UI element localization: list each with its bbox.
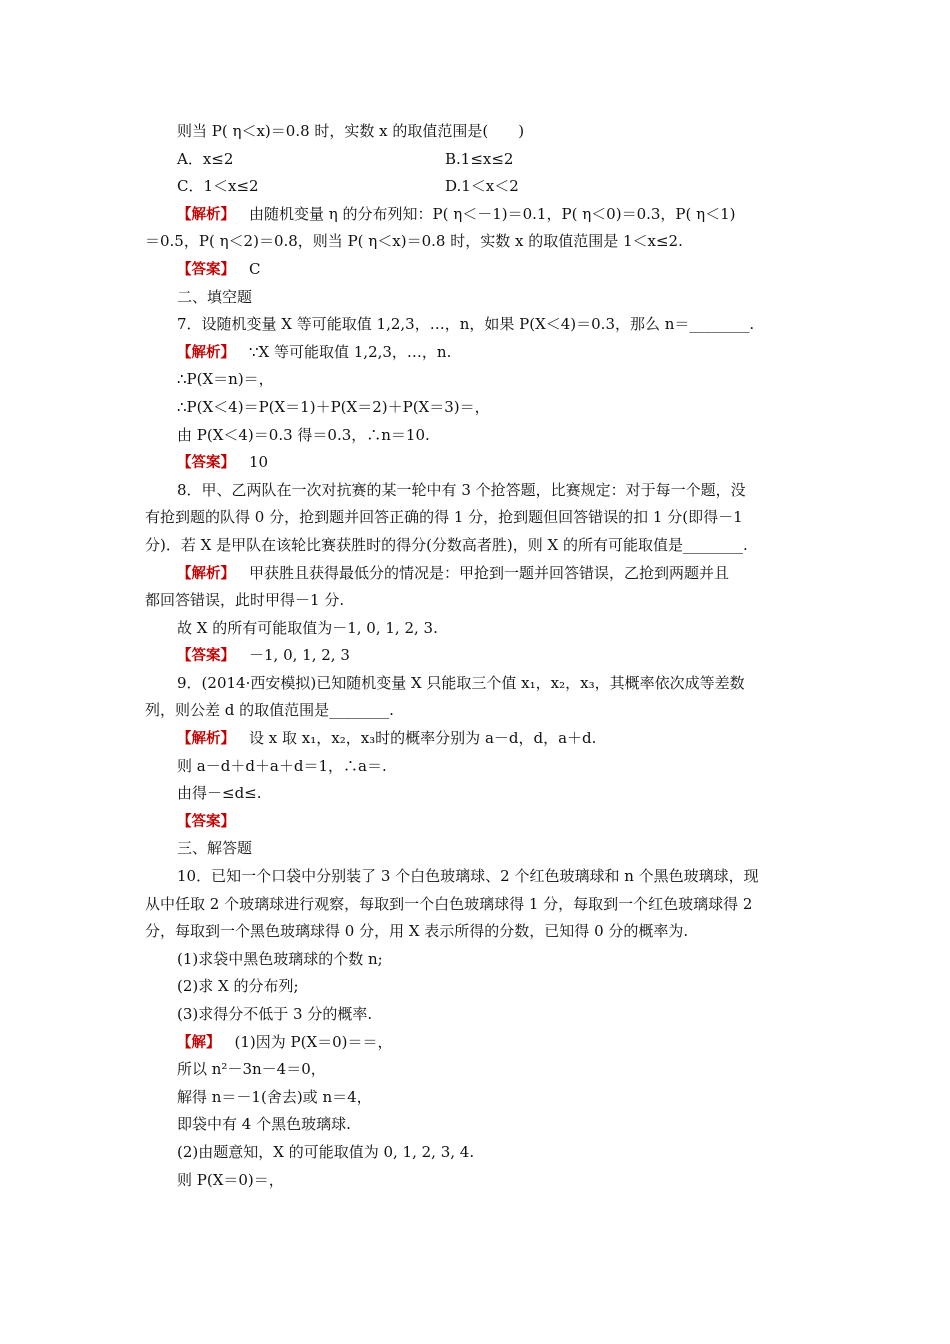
line-text: 设 x 取 x₁，x₂，x₃时的概率分别为 a－d，d，a＋d. <box>249 729 597 748</box>
text-line <box>145 615 813 643</box>
choice-option: D.1＜x＜2 <box>445 177 519 196</box>
document-page <box>145 118 813 1194</box>
line-text: 有抢到题的队得 0 分，抢到题并回答正确的得 1 分，抢到题但回答错误的扣 1 分(即得－1 <box>145 508 743 527</box>
line-text: 列，则公差 d 的取值范围是________. <box>145 701 394 720</box>
line-text: 从中任取 2 个玻璃球进行观察，每取到一个白色玻璃球得 1 分，每取到一个红色玻璃球得 2 <box>145 894 753 913</box>
text-line <box>145 670 813 698</box>
line-text: (1)求袋中黑色玻璃球的个数 n; <box>177 949 383 968</box>
text-line <box>145 725 813 753</box>
choice-option: A．x≤2 <box>177 149 234 168</box>
text-line <box>145 311 813 339</box>
text-line <box>145 118 813 146</box>
choice-options <box>177 146 813 174</box>
text-line <box>145 697 813 725</box>
text-line <box>145 256 813 284</box>
text-line <box>145 422 813 450</box>
text-line <box>145 587 813 615</box>
line-text: (1)因为 P(X＝0)＝＝， <box>234 1032 393 1051</box>
choice-option: C．1＜x≤2 <box>177 177 259 196</box>
line-text: 8．甲、乙两队在一次对抗赛的某一轮中有 3 个抢答题，比赛规定：对于每一个题，没 <box>177 480 746 499</box>
text-line <box>145 284 813 312</box>
line-text: 分)．若 X 是甲队在该轮比赛获胜时的得分(分数高者胜)，则 X 的所有可能取值是________. <box>145 535 748 554</box>
text-line <box>145 780 813 808</box>
line-text: 二、填空题 <box>177 287 253 306</box>
line-text: 9．(2014·西安模拟)已知随机变量 X 只能取三个值 x₁，x₂，x₃，其概率依次成等差数 <box>177 673 745 692</box>
section-tag: 【解析】 <box>177 565 235 582</box>
line-text: 由得－≤d≤. <box>177 784 262 803</box>
line-text: 7．设随机变量 X 等可能取值 1,2,3，…，n，如果 P(X＜4)＝0.3，那么 n＝________. <box>177 315 755 334</box>
section-tag: 【解】 <box>177 1034 221 1051</box>
text-line <box>145 1029 813 1057</box>
line-text: ＝0.5，P( η＜2)＝0.8，则当 P( η＜x)＝0.8 时，实数 x 的取值范围是 1＜x≤2. <box>145 232 683 251</box>
text-line <box>145 449 813 477</box>
text-line <box>145 946 813 974</box>
text-line <box>145 560 813 588</box>
section-tag: 【答案】 <box>177 813 235 830</box>
choice-option: B.1≤x≤2 <box>445 149 514 168</box>
line-text: 分，每取到一个黑色玻璃球得 0 分，用 X 表示所得的分数，已知得 0 分的概率为. <box>145 922 689 941</box>
section-tag: 【解析】 <box>177 731 235 748</box>
line-text: 即袋中有 4 个黑色玻璃球. <box>177 1115 351 1134</box>
text-line <box>145 532 813 560</box>
section-tag: 【解析】 <box>177 206 235 223</box>
line-text: 由 P(X＜4)＝0.3 得＝0.3，∴n＝10. <box>177 425 430 444</box>
section-tag: 【解析】 <box>177 344 235 361</box>
choice-options <box>177 173 813 201</box>
line-text: 甲获胜且获得最低分的情况是：甲抢到一题并回答错误，乙抢到两题并且 <box>249 563 730 582</box>
text-line <box>145 394 813 422</box>
section-tag: 【答案】 <box>177 648 235 665</box>
text-line <box>145 339 813 367</box>
text-line <box>145 1139 813 1167</box>
line-text: ∴P(X＜4)＝P(X＝1)＋P(X＝2)＋P(X＝3)＝， <box>177 397 490 416</box>
text-line <box>145 1084 813 1112</box>
line-text: 故 X 的所有可能取值为－1, 0, 1, 2, 3. <box>177 618 438 637</box>
text-line <box>145 228 813 256</box>
line-text: 解得 n＝－1(舍去)或 n＝4， <box>177 1087 372 1106</box>
text-line <box>145 918 813 946</box>
text-line <box>145 504 813 532</box>
line-text: 三、解答题 <box>177 839 253 858</box>
line-text: 则 a－d＋d＋a＋d＝1，∴a＝. <box>177 756 387 775</box>
text-line <box>145 808 813 836</box>
text-line <box>145 891 813 919</box>
line-text: 则当 P( η＜x)＝0.8 时，实数 x 的取值范围是( ) <box>177 122 525 140</box>
text-line <box>145 173 813 201</box>
section-tag: 【答案】 <box>177 261 235 278</box>
text-line <box>145 835 813 863</box>
line-text: 所以 n²－3n－4＝0， <box>177 1060 326 1079</box>
text-line <box>145 366 813 394</box>
line-text: (2)求 X 的分布列; <box>177 977 299 996</box>
text-line <box>145 973 813 1001</box>
text-line <box>145 1001 813 1029</box>
text-line <box>145 146 813 174</box>
line-text: 10 <box>249 453 269 472</box>
line-text: C <box>249 259 261 278</box>
text-line <box>145 1111 813 1139</box>
line-text: (2)由题意知，X 的可能取值为 0, 1, 2, 3, 4. <box>177 1142 475 1161</box>
line-text: 都回答错误，此时甲得－1 分. <box>145 591 345 610</box>
line-text: 则 P(X＝0)＝， <box>177 1170 284 1189</box>
text-line <box>145 477 813 505</box>
text-line <box>145 1056 813 1084</box>
line-text: 10．已知一个口袋中分别装了 3 个白色玻璃球、2 个红色玻璃球和 n 个黑色玻璃球，现 <box>177 867 759 886</box>
text-line <box>145 642 813 670</box>
text-line <box>145 201 813 229</box>
line-text: ∵X 等可能取值 1,2,3，…，n. <box>249 342 452 361</box>
line-text: －1, 0, 1, 2, 3 <box>249 646 350 665</box>
text-line <box>145 1167 813 1195</box>
text-line <box>145 753 813 781</box>
line-text: 由随机变量 η 的分布列知：P( η＜－1)＝0.1，P( η＜0)＝0.3，P( η＜1) <box>249 204 736 223</box>
line-text: ∴P(X＝n)＝， <box>177 370 274 389</box>
line-text: (3)求得分不低于 3 分的概率. <box>177 1005 373 1023</box>
text-line <box>145 863 813 891</box>
section-tag: 【答案】 <box>177 455 235 472</box>
